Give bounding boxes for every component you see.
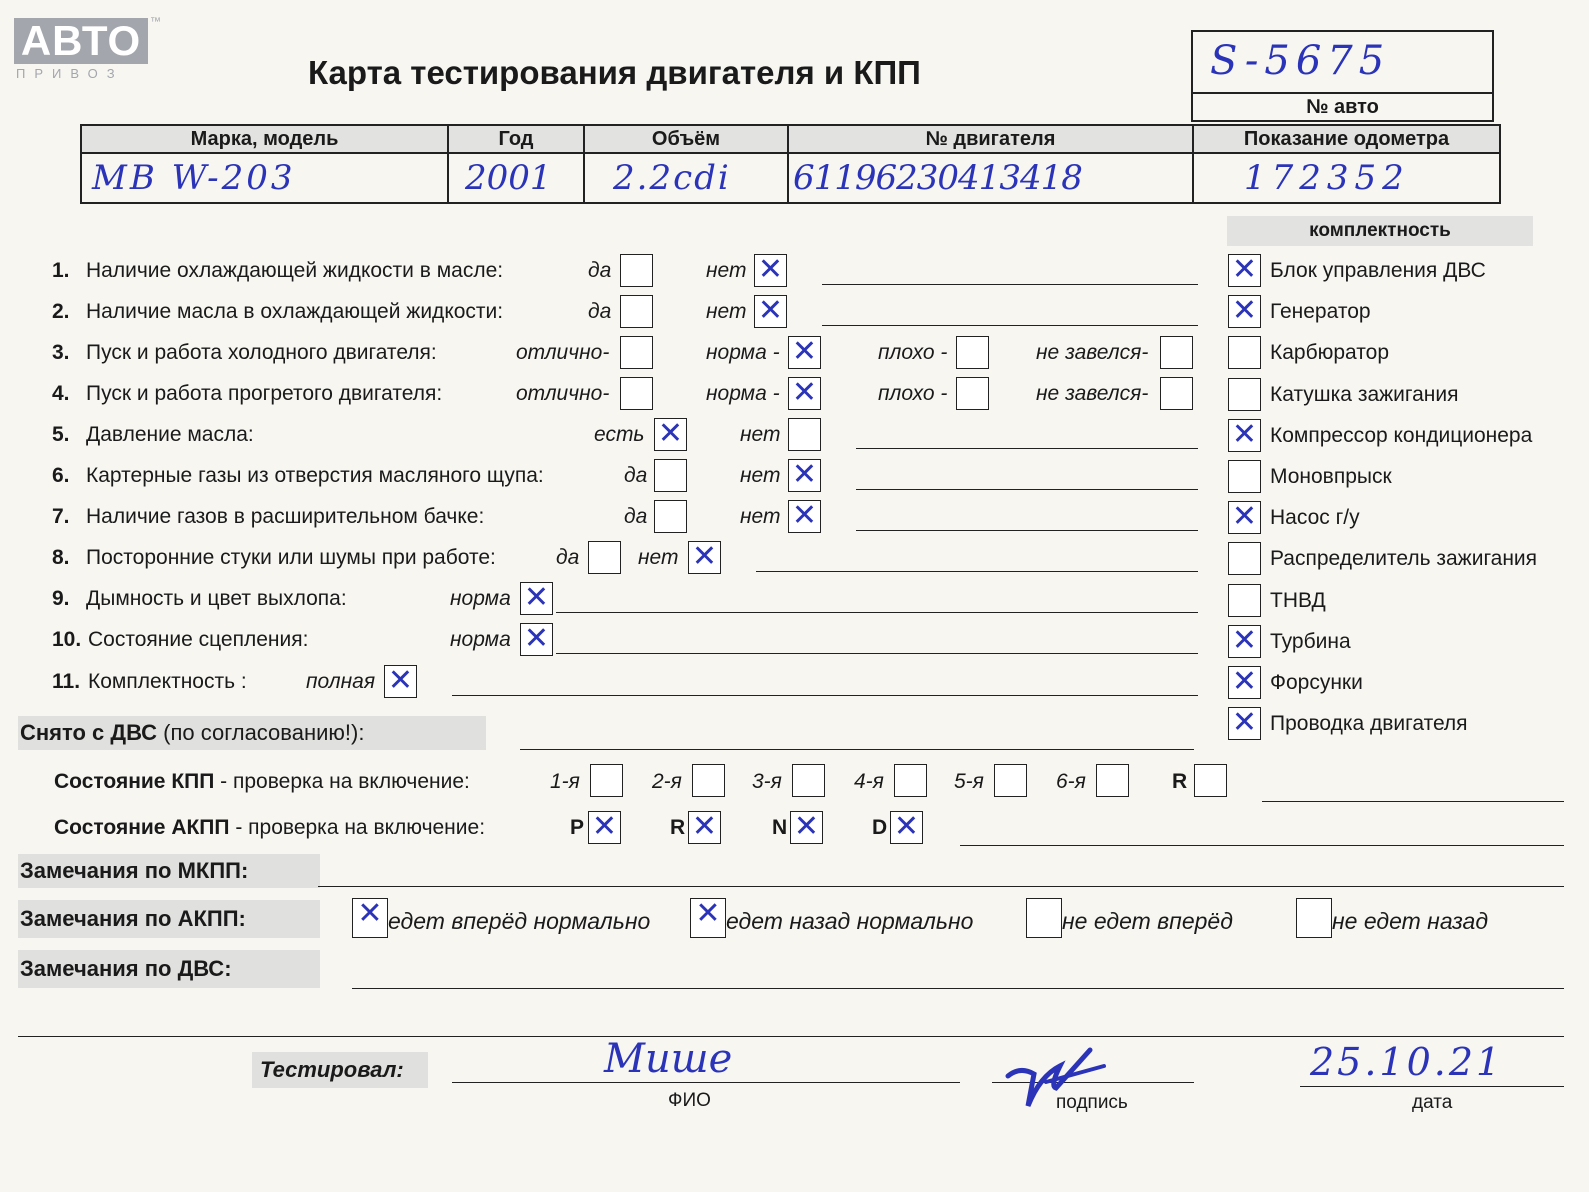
- component-box[interactable]: [1228, 336, 1261, 369]
- gear-box[interactable]: [994, 764, 1027, 797]
- akpp-option-box[interactable]: [352, 898, 388, 938]
- akpp-mode-label: R: [670, 816, 686, 839]
- gear-label: 3-я: [752, 770, 782, 793]
- removed-label: [18, 716, 486, 750]
- gear-box[interactable]: [792, 764, 825, 797]
- check-mark: ✕: [387, 663, 414, 698]
- check-option-label: не завелся-: [1036, 382, 1149, 405]
- component-box[interactable]: [1228, 460, 1261, 493]
- date-label: дата: [1412, 1092, 1453, 1113]
- check-number: 6.: [52, 464, 70, 487]
- check-mark: ✕: [523, 621, 550, 656]
- col-header-odometer: Показание одометра: [1193, 125, 1500, 153]
- component-box[interactable]: [1228, 622, 1261, 658]
- check-mark: ✕: [357, 896, 383, 931]
- check-label: Пуск и работа прогретого двигателя:: [86, 382, 443, 405]
- check-option-box[interactable]: [688, 541, 721, 574]
- check-option-box[interactable]: [788, 377, 821, 410]
- akpp-option-label: не едет вперёд: [1062, 908, 1233, 934]
- col-header-engine-number: № двигателя: [788, 125, 1193, 153]
- akpp-mode-box[interactable]: [890, 811, 923, 844]
- check-option-label: норма -: [706, 382, 780, 405]
- akpp-mode-label: P: [570, 816, 585, 839]
- check-option-box[interactable]: [754, 295, 787, 328]
- check-label: Наличие охлаждающей жидкости в масле:: [86, 259, 504, 282]
- check-label: Состояние сцепления:: [88, 628, 309, 651]
- fio-line: [452, 1082, 960, 1083]
- akpp-option-label: едет вперёд нормально: [388, 908, 651, 934]
- component-label: Карбюратор: [1270, 341, 1390, 365]
- check-note-line: [822, 325, 1198, 326]
- remarks-mkpp-line: [318, 886, 1564, 887]
- gear-box[interactable]: [1096, 764, 1129, 797]
- akpp-option-label: едет назад нормально: [726, 908, 974, 934]
- check-option-box[interactable]: [620, 254, 653, 287]
- volume-value: 2.2cdi: [584, 153, 788, 203]
- check-option-box[interactable]: [788, 459, 821, 492]
- check-note-line: [452, 695, 1198, 696]
- check-mark: ✕: [791, 457, 818, 492]
- check-mark: ✕: [657, 416, 684, 451]
- check-label: Давление масла:: [86, 423, 254, 446]
- check-option-box[interactable]: [1160, 377, 1193, 410]
- gear-box[interactable]: [894, 764, 927, 797]
- check-mark: ✕: [1231, 664, 1258, 699]
- component-label: Моновпрыск: [1270, 465, 1392, 488]
- check-option-label: плохо -: [878, 382, 948, 405]
- kpp-note: - проверка на включение:: [214, 770, 470, 793]
- check-mark: ✕: [791, 334, 818, 369]
- col-header-model: Марка, модель: [81, 125, 448, 153]
- check-mark: ✕: [523, 580, 550, 615]
- check-number: 11.: [52, 670, 81, 693]
- check-mark: ✕: [893, 809, 920, 844]
- component-label: Турбина: [1270, 629, 1351, 653]
- removed-note: (по согласованию!):: [157, 720, 365, 745]
- check-note-line: [556, 612, 1198, 613]
- check-mark: ✕: [791, 375, 818, 410]
- check-mark: ✕: [791, 498, 818, 533]
- component-label: Форсунки: [1270, 671, 1363, 694]
- check-label: Пуск и работа холодного двигателя:: [86, 341, 437, 364]
- completeness-header: комплектность: [1227, 216, 1533, 246]
- check-option-label: нет: [740, 505, 781, 528]
- check-mark: ✕: [591, 809, 618, 844]
- gear-label: 4-я: [854, 770, 884, 793]
- check-option-box[interactable]: [620, 336, 653, 369]
- check-note-line: [856, 489, 1198, 490]
- check-mark: ✕: [1231, 499, 1258, 535]
- check-option-label: да: [624, 464, 648, 487]
- check-mark: ✕: [1231, 705, 1258, 741]
- component-box[interactable]: [1228, 666, 1261, 699]
- check-option-label: норма -: [706, 341, 780, 364]
- check-mark: ✕: [691, 809, 718, 844]
- tested-by-label: Тестировал:: [252, 1052, 428, 1088]
- component-label: ТНВД: [1270, 588, 1326, 612]
- check-option-box[interactable]: [654, 500, 687, 533]
- signature-label: подпись: [1056, 1092, 1128, 1113]
- check-option-label: нет: [638, 546, 679, 569]
- year-value: 2001: [448, 153, 584, 203]
- component-box[interactable]: [1228, 501, 1261, 534]
- check-mark: ✕: [793, 809, 820, 844]
- fio-label: ФИО: [668, 1090, 711, 1111]
- akpp-note: - проверка на включение:: [229, 816, 486, 839]
- component-label: Блок управления ДВС: [1270, 259, 1486, 282]
- kpp-label: [54, 770, 470, 794]
- check-number: 9.: [52, 587, 70, 610]
- kpp-title: Состояние КПП: [54, 770, 215, 793]
- check-option-label: отлично-: [516, 341, 610, 364]
- component-box[interactable]: [1228, 542, 1261, 575]
- check-option-label: да: [588, 259, 612, 282]
- check-option-box[interactable]: [1160, 336, 1193, 369]
- check-mark: ✕: [757, 252, 784, 287]
- col-header-year: Год: [448, 125, 584, 153]
- check-note-line: [556, 653, 1198, 654]
- component-label: Компрессор кондиционера: [1270, 423, 1533, 447]
- check-mark: ✕: [691, 539, 718, 574]
- gear-label: 1-я: [550, 770, 580, 793]
- kpp-line: [1262, 801, 1564, 802]
- check-number: 2.: [52, 300, 70, 323]
- component-label: Проводка двигателя: [1270, 712, 1468, 736]
- check-option-box[interactable]: [956, 336, 989, 369]
- col-header-volume: Объём: [584, 125, 788, 153]
- gear-box[interactable]: [692, 764, 725, 797]
- akpp-option-label: не едет назад: [1332, 908, 1489, 934]
- check-option-box[interactable]: [384, 665, 417, 698]
- check-option-label: да: [624, 505, 648, 528]
- check-option-box[interactable]: [788, 336, 821, 369]
- brand-logo: АВТО: [14, 18, 148, 64]
- check-number: 7.: [52, 505, 70, 528]
- tester-name: Мише: [604, 1036, 733, 1082]
- check-option-box[interactable]: [620, 295, 653, 328]
- component-box[interactable]: [1228, 254, 1261, 287]
- akpp-title: Состояние АКПП: [54, 816, 230, 839]
- gear-box[interactable]: [1194, 764, 1227, 797]
- check-option-label: полная: [306, 670, 376, 693]
- check-label: Посторонние стуки или шумы при работе:: [86, 546, 496, 569]
- component-label: Катушка зажигания: [1270, 382, 1459, 406]
- akpp-mode-box[interactable]: [588, 811, 621, 844]
- gear-label: R: [1172, 770, 1188, 793]
- date-line: [1300, 1086, 1564, 1087]
- check-option-box[interactable]: [620, 377, 653, 410]
- gear-label: 5-я: [954, 770, 984, 793]
- akpp-option-box[interactable]: [1026, 898, 1062, 938]
- check-option-label: нет: [740, 423, 781, 446]
- remarks-dvs-label: Замечания по ДВС:: [18, 950, 320, 988]
- check-option-label: да: [556, 546, 580, 569]
- check-option-label: да: [588, 300, 612, 323]
- removed-line: [520, 749, 1194, 750]
- check-option-box[interactable]: [520, 582, 553, 615]
- remarks-akpp-label: Замечания по АКПП:: [18, 900, 320, 938]
- vehicle-table: [80, 124, 1501, 204]
- check-number: 5.: [52, 423, 70, 446]
- check-note-line: [756, 571, 1198, 572]
- check-option-label: отлично-: [516, 382, 610, 405]
- logo-subtitle: ПРИВОЗ: [16, 66, 124, 81]
- check-label: Наличие масла в охлаждающей жидкости:: [86, 300, 504, 323]
- akpp-mode-box[interactable]: [688, 811, 721, 844]
- check-number: 1.: [52, 259, 70, 282]
- check-mark: ✕: [1231, 293, 1258, 329]
- odometer-value: 172352: [1193, 153, 1500, 203]
- remarks-dvs-line-2: [18, 1036, 1564, 1037]
- akpp-label: [54, 816, 485, 840]
- remarks-mkpp-label: Замечания по МКПП:: [18, 854, 320, 888]
- check-option-label: плохо -: [878, 341, 948, 364]
- component-box[interactable]: [1228, 295, 1261, 328]
- akpp-mode-label: D: [872, 816, 888, 839]
- check-option-label: норма: [450, 628, 511, 651]
- check-option-box[interactable]: [654, 418, 687, 451]
- check-label: Наличие газов в расширительном бачке:: [86, 505, 485, 528]
- check-label: Комплектность :: [88, 670, 247, 693]
- check-label: Дымность и цвет выхлопа:: [86, 587, 347, 610]
- check-mark: ✕: [1231, 416, 1258, 452]
- check-option-label: нет: [740, 464, 781, 487]
- check-mark: ✕: [1231, 252, 1258, 287]
- gear-label: 2-я: [652, 770, 682, 793]
- component-box[interactable]: [1228, 707, 1261, 740]
- date-value: 25.10.21: [1310, 1040, 1504, 1084]
- check-note-line: [856, 448, 1198, 449]
- check-option-box[interactable]: [754, 254, 787, 287]
- akpp-option-box[interactable]: [690, 898, 726, 938]
- check-note-line: [856, 530, 1198, 531]
- gear-label: 6-я: [1056, 770, 1086, 793]
- removed-title: Снято с ДВС: [20, 720, 158, 745]
- component-box[interactable]: [1228, 584, 1261, 617]
- check-option-box[interactable]: [520, 623, 553, 656]
- akpp-mode-box[interactable]: [790, 811, 823, 844]
- akpp-line: [960, 845, 1564, 846]
- model-value: MB W-203: [81, 153, 448, 203]
- check-option-box[interactable]: [788, 418, 821, 451]
- logo-tm: ™: [150, 16, 161, 28]
- check-number: 10.: [52, 628, 82, 651]
- check-option-box[interactable]: [956, 377, 989, 410]
- check-note-line: [822, 284, 1198, 285]
- gear-box[interactable]: [590, 764, 623, 797]
- check-option-label: нет: [706, 300, 747, 323]
- check-mark: ✕: [1231, 622, 1258, 658]
- check-option-box[interactable]: [588, 541, 621, 574]
- check-number: 8.: [52, 546, 70, 569]
- check-option-box[interactable]: [788, 500, 821, 533]
- check-label: Картерные газы из отверстия масляного щупа:: [86, 464, 544, 487]
- check-option-label: не завелся-: [1036, 341, 1149, 364]
- akpp-option-box[interactable]: [1296, 898, 1332, 938]
- component-box[interactable]: [1228, 416, 1261, 452]
- page-title: Карта тестирования двигателя и КПП: [308, 54, 921, 91]
- check-option-label: норма: [450, 587, 511, 610]
- akpp-mode-label: N: [772, 816, 788, 839]
- component-box[interactable]: [1228, 378, 1261, 411]
- auto-number-label: № авто: [1306, 96, 1379, 118]
- check-option-label: нет: [706, 259, 747, 282]
- check-mark: ✕: [695, 896, 721, 931]
- remarks-dvs-line: [352, 988, 1564, 989]
- component-label: Генератор: [1270, 300, 1371, 324]
- check-number: 4.: [52, 382, 70, 405]
- check-mark: ✕: [757, 293, 784, 328]
- engine-number-value: 61196230413418: [788, 153, 1193, 203]
- component-label: Распределитель зажигания: [1270, 547, 1538, 571]
- check-option-box[interactable]: [654, 459, 687, 492]
- auto-number-value: S-5675: [1210, 38, 1391, 84]
- component-label: Насос г/у: [1270, 506, 1360, 530]
- check-number: 3.: [52, 341, 70, 364]
- check-option-label: есть: [594, 423, 645, 446]
